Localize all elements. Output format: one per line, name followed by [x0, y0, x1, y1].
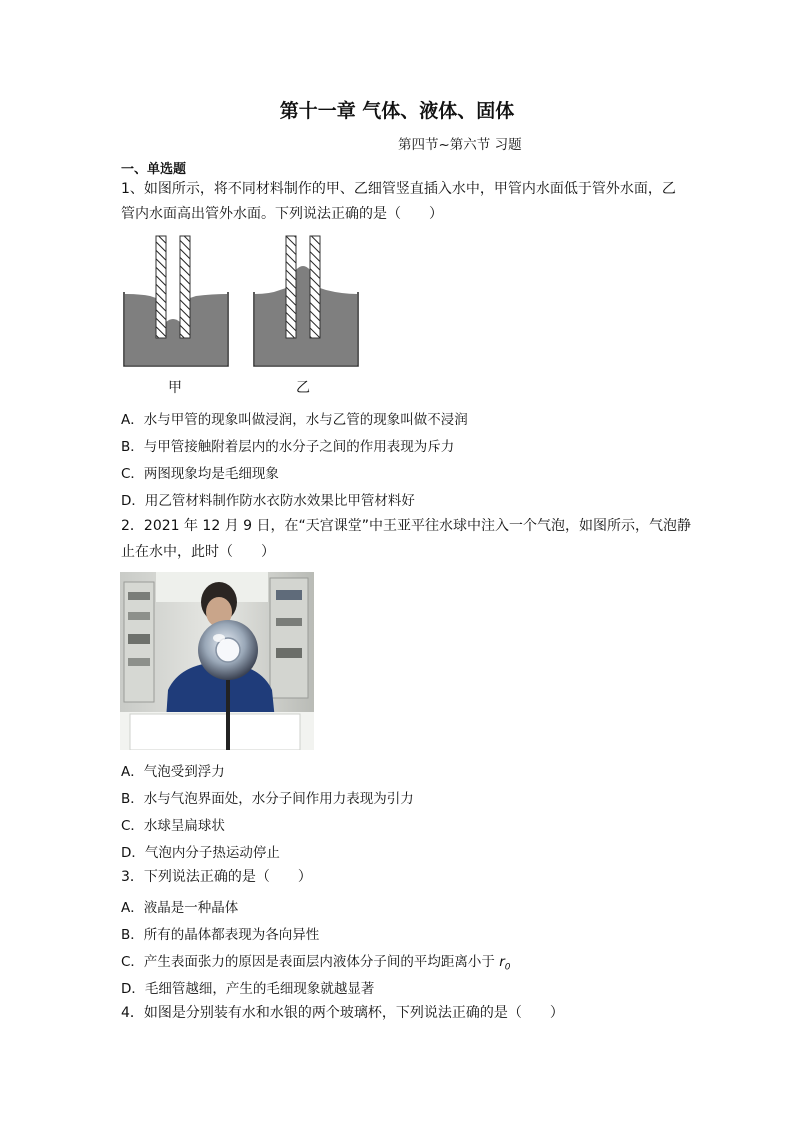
question-3-option-c-text: C．产生表面张力的原因是表面层内液体分子间的平均距离小于	[121, 954, 500, 970]
page-title: 第十一章 气体、液体、固体	[279, 100, 515, 122]
tube-yi-diagram	[254, 236, 358, 366]
question-2-option-d: D．气泡内分子热运动停止	[121, 845, 280, 861]
question-1-stem-line2: 管内水面高出管外水面。下列说法正确的是（ ）	[121, 206, 443, 222]
question-4-stem: 4．如图是分别装有水和水银的两个玻璃杯，下列说法正确的是（ ）	[121, 1005, 564, 1021]
question-3-option-a: A．液晶是一种晶体	[121, 900, 239, 916]
question-3-option-b: B．所有的晶体都表现为各向异性	[121, 927, 320, 943]
question-1-option-c: C．两图现象均是毛细现象	[121, 466, 279, 482]
question-2-option-c: C．水球呈扁球状	[121, 818, 225, 834]
section-heading: 一、单选题	[121, 162, 187, 177]
r0-symbol: r	[499, 954, 505, 970]
question-2-option-b: B．水与气泡界面处，水分子间作用力表现为引力	[121, 791, 414, 807]
question-3-stem: 3．下列说法正确的是（ ）	[121, 869, 312, 885]
question-1-option-b: B．与甲管接触附着层内的水分子之间的作用表现为斥力	[121, 439, 455, 455]
tube-jia-diagram	[124, 236, 228, 366]
space-station-water-ball-photo	[120, 572, 314, 750]
r0-subscript: 0	[504, 962, 511, 973]
figure-label-yi: 乙	[296, 380, 310, 396]
question-1-stem-line1: 1、如图所示，将不同材料制作的甲、乙细管竖直插入水中，甲管内水面低于管外水面，乙	[121, 181, 676, 197]
question-1-option-a: A．水与甲管的现象叫做浸润，水与乙管的现象叫做不浸润	[121, 412, 468, 428]
page-subtitle: 第四节~第六节 习题	[398, 137, 522, 153]
question-1-option-d: D．用乙管材料制作防水衣防水效果比甲管材料好	[121, 493, 415, 509]
question-3-option-d: D．毛细管越细，产生的毛细现象就越显著	[121, 981, 375, 997]
capillary-tubes-figure	[120, 232, 362, 372]
question-2-option-a: A．气泡受到浮力	[121, 764, 225, 780]
question-2-stem-line1: 2．2021 年 12 月 9 日，在“天宫课堂”中王亚平往水球中注入一个气泡，如图所示，气泡静	[121, 518, 692, 534]
question-2-stem-line2: 止在水中，此时（ ）	[121, 544, 275, 560]
figure-label-jia: 甲	[168, 380, 182, 396]
question-3-option-c	[121, 950, 511, 973]
